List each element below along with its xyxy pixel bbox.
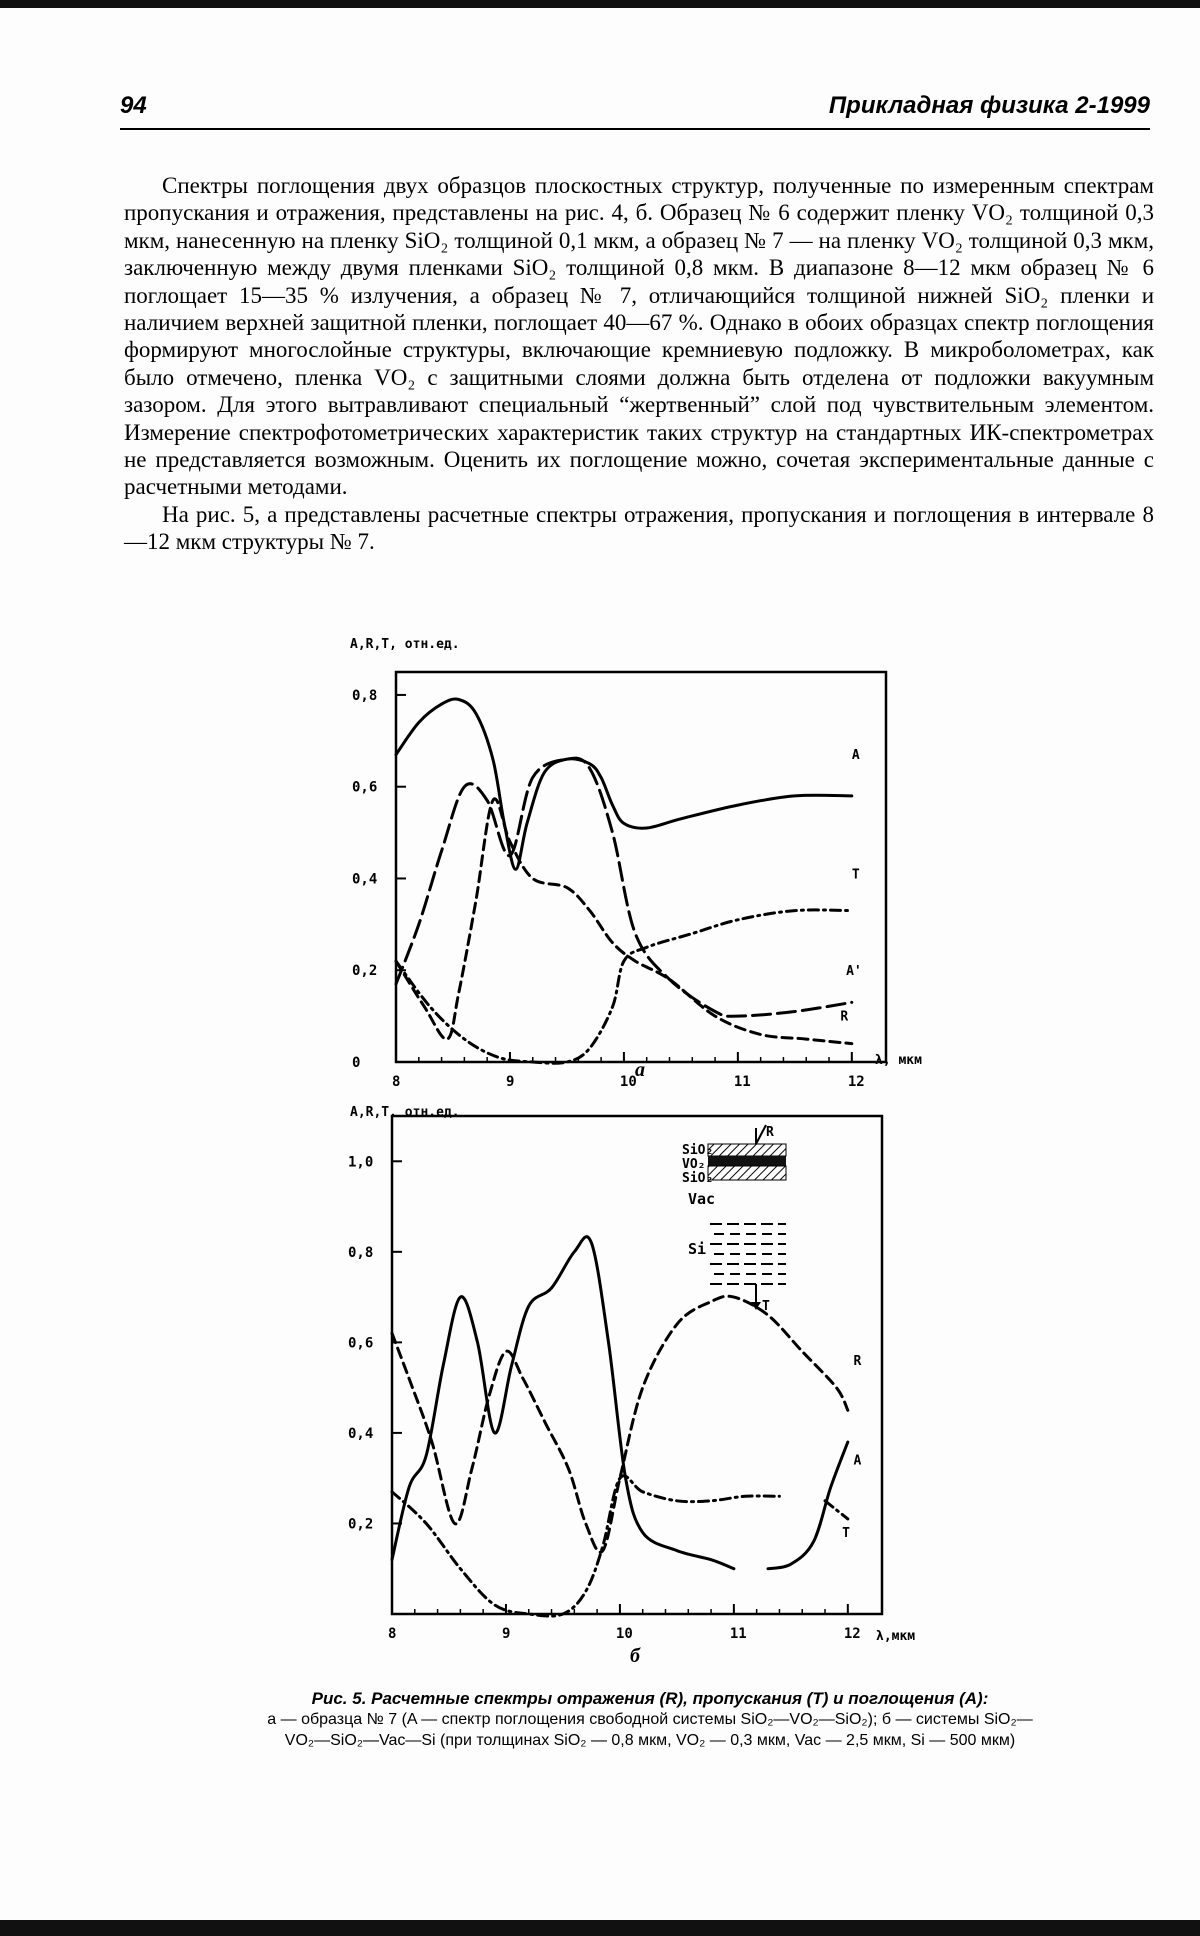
series-label: A' <box>846 963 862 979</box>
y-tick-label: 1,0 <box>348 1154 374 1171</box>
body-text <box>124 172 1154 556</box>
figure-caption <box>170 1688 1130 1751</box>
y-axis-label: A,R,T, отн.ед. <box>350 1105 460 1120</box>
reflected-ray <box>756 1125 766 1144</box>
caption-line: VO₂—SiO₂—Vac—Si (при толщинах SiO₂ — 0,8 мкм, VO₂ — 0,3 мкм, Vac — 2,5 мкм, Si — 500 мкм) <box>284 1732 1016 1749</box>
y-axis-label: A,R,T, отн.ед. <box>350 637 460 652</box>
r-arrow-label: R <box>766 1125 774 1140</box>
y-tick-label: 0,8 <box>352 687 378 704</box>
series-label: R <box>840 1009 849 1025</box>
paragraph: На рис. 5, а представлены расчетные спектры отражения, пропускания и поглощения в интервале 8—12 мкм структуры № 7. <box>124 501 1154 555</box>
caption-line: а — образца № 7 (A — спектр поглощения свободной системы SiO₂—VO₂—SiO₂); б — системы SiO₂— <box>267 1711 1033 1728</box>
series-label: T <box>842 1526 850 1542</box>
series-line-r <box>396 799 852 1044</box>
journal-title: Прикладная физика 2-1999 <box>828 92 1150 119</box>
series-line-t <box>392 1476 779 1616</box>
series-line-a <box>396 699 852 869</box>
sio2-top-layer <box>708 1144 786 1156</box>
page-number: 94 <box>120 92 147 119</box>
x-tick-label: 12 <box>843 1626 861 1642</box>
layer-structure-inset <box>682 1125 786 1314</box>
series-label: T <box>851 867 860 883</box>
series-curves <box>392 1237 848 1616</box>
series-labels <box>840 748 861 1025</box>
series-line-r <box>392 1296 848 1552</box>
panel-letter: б <box>630 1645 640 1667</box>
x-axis-label: λ,мкм <box>876 1629 916 1644</box>
x-tick-label: 9 <box>501 1626 511 1642</box>
si-substrate <box>710 1224 786 1284</box>
y-tick-label: 0,4 <box>348 1425 374 1442</box>
scan-bottom-border <box>0 1920 1200 1936</box>
panel-letter: a <box>635 1059 645 1081</box>
series-label: A <box>853 1453 862 1469</box>
x-tick-label: 11 <box>733 1074 751 1090</box>
series-label: R <box>853 1354 862 1369</box>
series-line-acont <box>768 1442 848 1569</box>
sio2-top-label: SiO₂ <box>682 1143 714 1158</box>
y-tick-label: 0,2 <box>352 963 378 980</box>
series-curves <box>396 699 852 1063</box>
series-line-tcont <box>825 1501 848 1519</box>
figure-svg <box>330 628 960 1668</box>
y-tick-label: 0,8 <box>348 1244 374 1261</box>
series-line-a <box>392 1237 734 1569</box>
y-tick-label: 0,6 <box>352 779 378 796</box>
figure-5 <box>330 628 960 1668</box>
x-tick-label: 8 <box>392 1074 401 1090</box>
scan-top-border <box>0 0 1200 8</box>
y-tick-label: 0,2 <box>348 1516 374 1533</box>
y-tick-label: 0,6 <box>348 1335 374 1352</box>
plot-frame <box>392 1116 882 1614</box>
x-tick-label: 11 <box>729 1626 747 1642</box>
x-axis-label: λ, мкм <box>875 1053 922 1068</box>
chart-panel-a <box>350 637 922 1090</box>
page-header <box>120 88 1150 130</box>
x-tick-label: 10 <box>615 1626 633 1642</box>
vo2-label: VO₂ <box>682 1157 706 1172</box>
t-arrow-label: T <box>762 1299 770 1314</box>
paragraph: Спектры поглощения двух образцов плоскостных структур, полученные по измеренным спектрам пропускания и отражения, представлены на рис. 4, б. Образец № 6 содержит пленку VO₂ толщиной 0,3 мкм, нанесенную на пленку SiO₂ толщиной 0,1 мкм, а образец № 7 — на пленку VO₂ толщиной 0,3 мкм, заключенную между двумя пленками SiO₂ толщиной 0,8 мкм. В диапазоне 8—12 мкм образец № 6 поглощает 15—35 % излучения, а образец № 7, отличающийся толщиной нижней SiO₂ пленки и наличием верхней защитной пленки, поглощает 40—67 %. Однако в обоих образцах спектр поглощения формируют многослойные структуры, включающие кремниевую подложку. В микроболометрах, как было отмечено, пленка VO₂ с защитными слоями должна быть отделена от подложки вакуумным зазором. Для этого вытравливают специальный “жертвенный” слой под чувствительным элементом. Измерение спектрофотометрических характеристик таких структур на стандартных ИК-спектрометрах не представляется возможным. Оценить их поглощение можно, сочетая экспериментальные данные с расчетными методами. <box>124 173 1154 500</box>
sio2-bottom-layer <box>708 1166 786 1180</box>
plot-frame <box>396 672 886 1062</box>
y-tick-label: 0,4 <box>352 871 378 888</box>
chart-panel-b <box>348 1105 915 1667</box>
x-tick-label: 10 <box>619 1074 637 1090</box>
vo2-layer <box>708 1156 786 1166</box>
axis-ticks <box>348 1154 861 1642</box>
caption-title: Рис. 5. Расчетные спектры отражения (R), пропускания (T) и поглощения (A): <box>311 1689 989 1708</box>
x-tick-label: 12 <box>847 1074 865 1090</box>
series-label: A <box>851 748 860 764</box>
x-tick-label: 9 <box>505 1074 515 1090</box>
vac-label: Vac <box>688 1190 716 1208</box>
series-line-t <box>396 910 852 1063</box>
si-label: Si <box>688 1240 707 1258</box>
y-tick-label: 0 <box>352 1055 361 1071</box>
x-tick-label: 8 <box>388 1626 397 1642</box>
sio2-bottom-label: SiO₂ <box>682 1171 714 1186</box>
